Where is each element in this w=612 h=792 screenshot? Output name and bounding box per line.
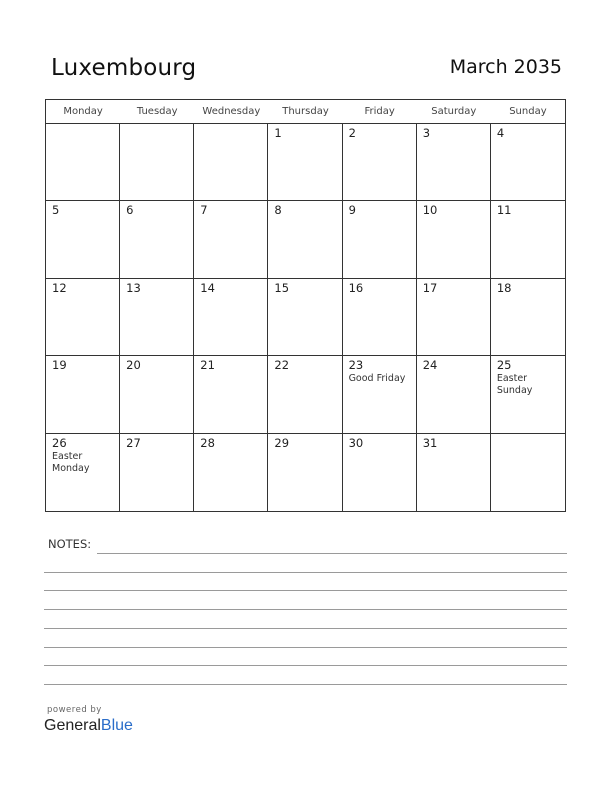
weekday-header: Tuesday xyxy=(120,100,194,124)
day-number: 21 xyxy=(200,358,215,373)
note-line xyxy=(97,553,567,554)
day-number: 1 xyxy=(274,126,282,140)
day-cell xyxy=(491,279,565,356)
day-cell xyxy=(120,356,194,433)
note-line xyxy=(44,590,567,591)
day-cell xyxy=(343,201,417,278)
day-cell xyxy=(194,434,268,511)
day-number: 9 xyxy=(348,203,356,218)
day-number: 16 xyxy=(348,280,364,295)
weekday-header: Sunday xyxy=(491,100,565,124)
holiday-label: Easter Monday xyxy=(52,450,90,474)
day-number: 5 xyxy=(52,203,60,218)
day-number: 13 xyxy=(126,280,141,295)
day-number: 12 xyxy=(52,280,67,295)
day-number: 2 xyxy=(348,126,356,140)
day-number: 15 xyxy=(274,280,290,295)
day-cell xyxy=(268,356,342,433)
weekday-header: Thursday xyxy=(268,100,342,124)
weekday-header: Monday xyxy=(46,100,120,124)
holiday-label: Easter Sunday xyxy=(496,373,533,397)
calendar-month-title: March 2035 xyxy=(449,56,562,78)
day-cell xyxy=(194,279,268,356)
day-number: 19 xyxy=(52,358,67,373)
logo-general-text: General xyxy=(44,717,101,734)
day-number: 18 xyxy=(496,280,512,295)
day-number: 29 xyxy=(274,435,290,450)
day-cell xyxy=(343,356,417,433)
day-number: 10 xyxy=(422,203,438,218)
note-line xyxy=(44,609,567,610)
day-cell xyxy=(120,201,194,278)
day-number: 22 xyxy=(274,358,290,373)
note-line xyxy=(44,628,567,629)
day-cell xyxy=(417,434,491,511)
day-number: 27 xyxy=(126,435,141,450)
day-number: 25 xyxy=(496,358,512,373)
day-number: 3 xyxy=(422,126,431,140)
generalblue-logo xyxy=(44,717,133,735)
day-cell xyxy=(194,124,268,201)
day-cell xyxy=(46,434,120,511)
day-cell xyxy=(343,434,417,511)
day-cell xyxy=(417,124,491,201)
calendar-country-title: Luxembourg xyxy=(51,55,197,81)
day-cell xyxy=(268,201,342,278)
day-number: 28 xyxy=(200,435,215,450)
notes-label: NOTES: xyxy=(48,537,92,551)
day-cell xyxy=(417,356,491,433)
day-cell xyxy=(417,201,491,278)
note-line xyxy=(44,684,567,685)
weekday-header: Wednesday xyxy=(194,100,268,124)
day-cell xyxy=(194,356,268,433)
day-number: 30 xyxy=(348,435,364,450)
day-cell xyxy=(343,279,417,356)
logo-blue-text: Blue xyxy=(100,717,133,734)
calendar-grid xyxy=(45,99,566,512)
day-cell xyxy=(343,124,417,201)
powered-by-text: powered by xyxy=(47,705,102,715)
day-number: 23 xyxy=(348,358,364,373)
day-cell xyxy=(46,356,120,433)
note-line xyxy=(44,572,567,573)
day-number: 7 xyxy=(200,203,208,218)
day-cell xyxy=(268,279,342,356)
weekday-header: Saturday xyxy=(417,100,491,124)
day-number: 24 xyxy=(422,358,438,373)
day-cell xyxy=(194,201,268,278)
day-number: 26 xyxy=(52,435,67,450)
day-number: 8 xyxy=(274,203,282,218)
day-cell xyxy=(491,201,565,278)
day-number: 17 xyxy=(422,280,438,295)
day-cell xyxy=(46,124,120,201)
day-cell xyxy=(491,124,565,201)
day-cell xyxy=(268,434,342,511)
day-cell xyxy=(491,434,565,511)
day-cell xyxy=(268,124,342,201)
note-line xyxy=(44,647,567,648)
day-number: 11 xyxy=(496,203,512,218)
note-line xyxy=(44,665,567,666)
day-number: 4 xyxy=(496,126,505,140)
day-number: 20 xyxy=(126,358,141,373)
weekday-header: Friday xyxy=(343,100,417,124)
day-cell xyxy=(491,356,565,433)
day-cell xyxy=(46,279,120,356)
day-cell xyxy=(120,124,194,201)
day-number: 31 xyxy=(422,435,438,450)
holiday-label: Good Friday xyxy=(348,373,406,385)
day-cell xyxy=(417,279,491,356)
day-cell xyxy=(120,279,194,356)
day-number: 6 xyxy=(126,203,134,218)
day-cell xyxy=(46,201,120,278)
day-cell xyxy=(120,434,194,511)
day-number: 14 xyxy=(200,280,215,295)
